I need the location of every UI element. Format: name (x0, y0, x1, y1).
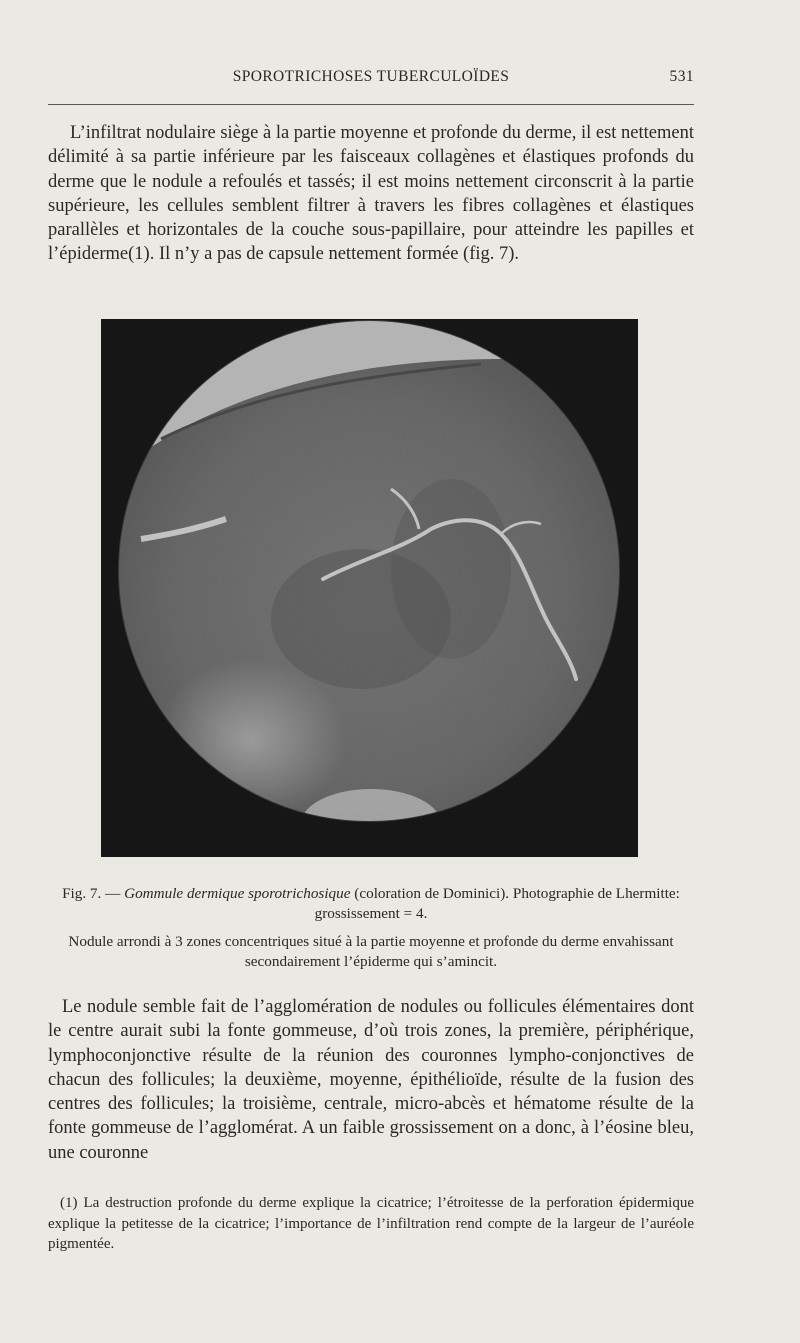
footnote: (1) La destruction profonde du derme explique la cicatrice; l’étroitesse de la perforation épidermique explique la petitesse de la cicatrice; l’importance de l’infiltration rend compte de la largeur de l’auréole pigmentée. (48, 1195, 694, 1252)
figure-title: Gommule dermique sporotrichosique (124, 885, 351, 902)
page-number: 531 (669, 68, 694, 85)
micrograph-photo (101, 319, 638, 857)
figure-caption (42, 884, 700, 924)
micrograph-image (101, 319, 638, 857)
body-paragraph-2: Le nodule semble fait de l’agglomération de nodules ou follicules élémentaires dont le centre aurait subi la fonte gommeuse, d’où trois zones, la première, périphérique, lymphoconjonctive résulte de la réunion des couronnes lympho-conjonctives de chacun des follicules; la deuxième, moyenne, épithélioïde, résulte de la fusion des centres des follicules; la troisième, centrale, micro-abcès et hématome résulte de la fonte gommeuse de l’agglomérat. A un faible grossissement on a donc, à l’éosine bleu, une couronne (48, 997, 694, 1163)
running-title: SPOROTRICHOSES TUBERCULOÏDES (232, 68, 510, 85)
figure-label: Fig. 7. — (62, 885, 121, 902)
running-head (48, 68, 694, 94)
figure-description: Nodule arrondi à 3 zones concentriques situé à la partie moyenne et profonde du derme envahissant secondairement l’épiderme qui s’amincit. (68, 933, 674, 970)
body-paragraph-1: L’infiltrat nodulaire siège à la partie moyenne et profonde du derme, il est nettement délimité à sa partie inférieure par les faisceaux collagènes et élastiques profonds du derme que le nodule a refoulés et tassés; il est moins nettement circonscrit à la partie supérieure, les cellules semblent filtrer à travers les fibres collagènes et élastiques parallèles et horizontales de la couche sous-papillaire, pour atteindre les papilles et l’épiderme(1). Il n’y a pas de capsule nettement formée (fig. 7). (48, 123, 694, 265)
header-rule (48, 104, 694, 105)
figure-title-rest: (coloration de Dominici). Photographie de Lhermitte: grossissement = 4. (314, 885, 680, 922)
